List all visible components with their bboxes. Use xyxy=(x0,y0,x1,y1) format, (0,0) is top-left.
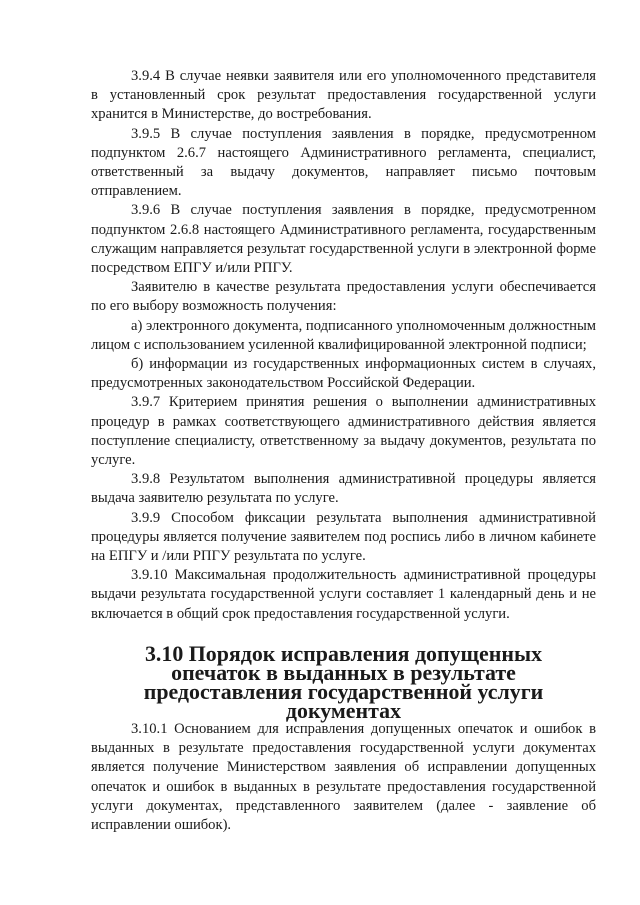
paragraph-3-9-6: 3.9.6 В случае поступления заявления в порядке, предусмотренном подпунктом 2.6.8 настоящего Административного регламента, государственным служащим направляется результат государственной услуги в электронной форме посредством ЕПГУ и/или РПГУ. xyxy=(91,202,596,277)
paragraph-result-options: Заявителю в качестве результата предоставления услуги обеспечивается по его выбору возможность получения: xyxy=(91,279,596,315)
paragraph-3-9-4: 3.9.4 В случае неявки заявителя или его уполномоченного представителя в установленный срок результат предоставления государственной услуги хранится в Министерстве, до востребования. xyxy=(91,68,596,123)
paragraph-3-9-5: 3.9.5 В случае поступления заявления в порядке, предусмотренном подпунктом 2.6.7 настоящего Административного регламента, специалист, ответственный за выдачу документов, направляет письмо почтовым отправлением. xyxy=(91,125,596,200)
list-item-b: б) информации из государственных информационных систем в случаях, предусмотренных законодательством Российской Федерации. xyxy=(91,356,596,392)
paragraph-3-9-7: 3.9.7 Критерием принятия решения о выполнении административных процедур в рамках соответствующего административного действия является поступление специалисту, ответственному за выдачу документов, результата по услуге. xyxy=(91,394,596,469)
document-page xyxy=(91,67,596,835)
paragraph-3-10-1: 3.10.1 Основанием для исправления допущенных опечаток и ошибок в выданных в результате предоставления государственной услуги документах является получение Министерством заявления об исправлении допущенных опечаток и ошибок в выданных в результате предоставления государственной услуги документах, представленного заявителем (далее - заявление об исправлении ошибок). xyxy=(91,720,596,833)
section-heading-3-10: 3.10 Порядок исправления допущенных опечаток в выданных в результате предоставления государственной услуги документах xyxy=(143,640,544,723)
paragraph-3-9-9: 3.9.9 Способом фиксации результата выполнения административной процедуры является получение заявителем под роспись либо в личном кабинете на ЕПГУ и /или РПГУ результата по услуге. xyxy=(91,509,596,565)
paragraph-3-9-8: 3.9.8 Результатом выполнения административной процедуры является выдача заявителю результата по услуге. xyxy=(91,471,596,507)
paragraph-3-9-10: 3.9.10 Максимальная продолжительность административной процедуры выдачи результата государственной услуги составляет 1 календарный день и не включается в общий срок предоставления государственной услуги. xyxy=(91,567,596,622)
list-item-a: а) электронного документа, подписанного уполномоченным должностным лицом с использованием усиленной квалифицированной электронной подписи; xyxy=(91,317,596,353)
